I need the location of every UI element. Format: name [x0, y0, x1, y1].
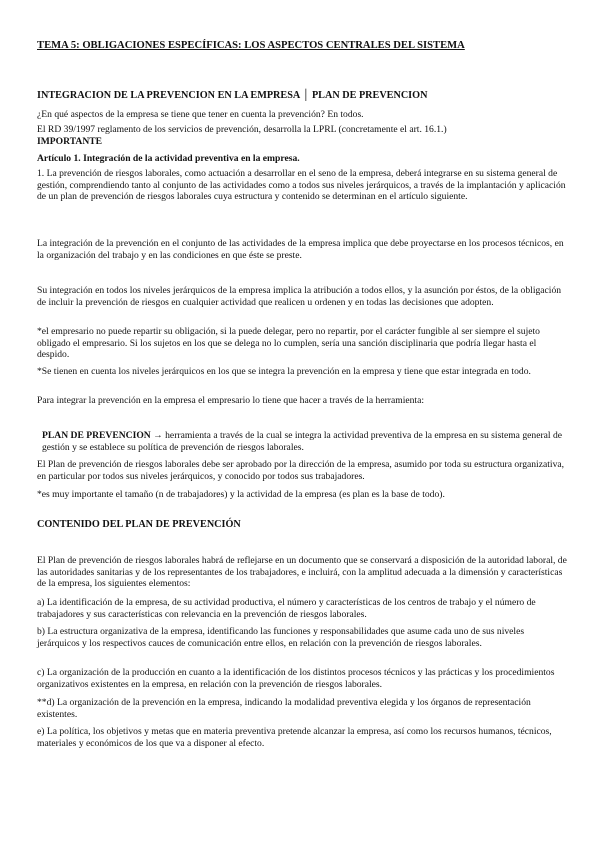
page-title: TEMA 5: OBLIGACIONES ESPECÍFICAS: LOS ASPECTOS CENTRALES DEL SISTEMA [37, 40, 465, 51]
contenido-intro: El Plan de prevención de riesgos laborales habrá de reflejarse en un documento que se conservará a disposición de la autoridad laboral, de las autoridades sanitarias y de los representantes de los trabajadores, e incluirá, con la amplitud adecuada a la dimensión y características de la empresa, los siguientes elementos: [37, 555, 567, 590]
item-a: a) La identificación de la empresa, de su actividad productiva, el número y características de los centros de trabajo y el número de trabajadores y sus características con relevancia en la prevención de riesgos laborales. [37, 597, 536, 620]
article-paragraph-3: Su integración en todos los niveles jerárquicos de la empresa implica la atribución a todos ellos, y la asunción por éstos, de la obligación de incluir la prevención de riesgos en cualquier actividad que realicen u ordenen y en todas las decisiones que adopten. [37, 285, 562, 308]
article-paragraph-1: 1. La prevención de riesgos laborales, como actuación a desarrollar en el seno de la empresa, deberá integrarse en su sistema general de gestión, comprendiendo tanto al conjunto de las actividades como a todos sus niveles jerárquicos, a través de la implantación y aplicación de un plan de prevención de riesgos laborales cuya estructura y contenido se determinan en el artículo siguiente. [37, 168, 566, 203]
note-delegation: *el empresario no puede repartir su obligación, si la puede delegar, pero no repartir, por el carácter fungible al ser siempre el sujeto obligado el empresario. Si los sujetos en los que se delega no lo cumplen, sería una sanción disciplinaria que podría llegar hasta el despido. [37, 326, 540, 361]
article-paragraph-2: La integración de la prevención en el conjunto de las actividades de la empresa implica que debe proyectarse en los procesos técnicos, en la organización del trabajo y en las condiciones en que éste se preste. [37, 238, 564, 261]
section-heading-integracion: INTEGRACION DE LA PREVENCION EN LA EMPRESA │ PLAN DE PREVENCION [37, 90, 428, 101]
note-hierarchy: *Se tienen en cuenta los niveles jerárquicos en los que se integra la prevención en la empresa y tiene que estar integrada en todo. [37, 366, 531, 377]
item-d: **d) La organización de la prevención en la empresa, indicando la modalidad preventiva elegida y los órganos de representación existentes. [37, 697, 531, 720]
tool-intro-line: Para integrar la prevención en la empresa el empresario lo tiene que hacer a través de la herramienta: [37, 395, 425, 406]
rd-reference-line: El RD 39/1997 reglamento de los servicios de prevención, desarrolla la LPRL (concretamente el art. 16.1.) [37, 124, 447, 135]
item-b: b) La estructura organizativa de la empresa, identificando las funciones y responsabilidades que asume cada uno de sus niveles jerárquicos y los respectivos cauces de comunicación entre ellos, en relación con la prevención de riesgos laborales. [37, 626, 525, 649]
plan-approval-paragraph: El Plan de prevención de riesgos laborales debe ser aprobado por la dirección de la empresa, asumido por toda su estructura organizativa, en particular por todos sus niveles jerárquicos, y conocido por todos sus trabajadores. [37, 459, 565, 482]
section-heading-contenido: CONTENIDO DEL PLAN DE PREVENCIÓN [37, 519, 241, 530]
item-c: c) La organización de la producción en cuanto a la identificación de los distintos procesos técnicos y las prácticas y los procedimientos organizativos existentes en la empresa, en relación con la prevención de riesgos laborales. [37, 667, 555, 690]
article-title: Artículo 1. Integración de la actividad preventiva en la empresa. [37, 153, 300, 164]
plan-definition-text: herramienta a través de la cual se integra la actividad preventiva de la empresa en su sistema general de gestión y se establece su política de prevención de riesgos laborales. [42, 430, 563, 453]
plan-size-note: *es muy importante el tamaño (n de trabajadores) y la actividad de la empresa (es plan es la base de todo). [37, 489, 445, 500]
plan-definition [42, 430, 569, 453]
question-line: ¿En qué aspectos de la empresa se tiene que tener en cuenta la prevención? En todos. [37, 109, 364, 120]
item-e: e) La política, los objetivos y metas que en materia preventiva pretende alcanzar la empresa, así como los recursos humanos, técnicos, materiales y económicos de los que va a disponer al efecto. [37, 726, 552, 749]
importante-label: IMPORTANTE [37, 136, 103, 147]
plan-label: PLAN DE PREVENCION → [42, 430, 163, 441]
